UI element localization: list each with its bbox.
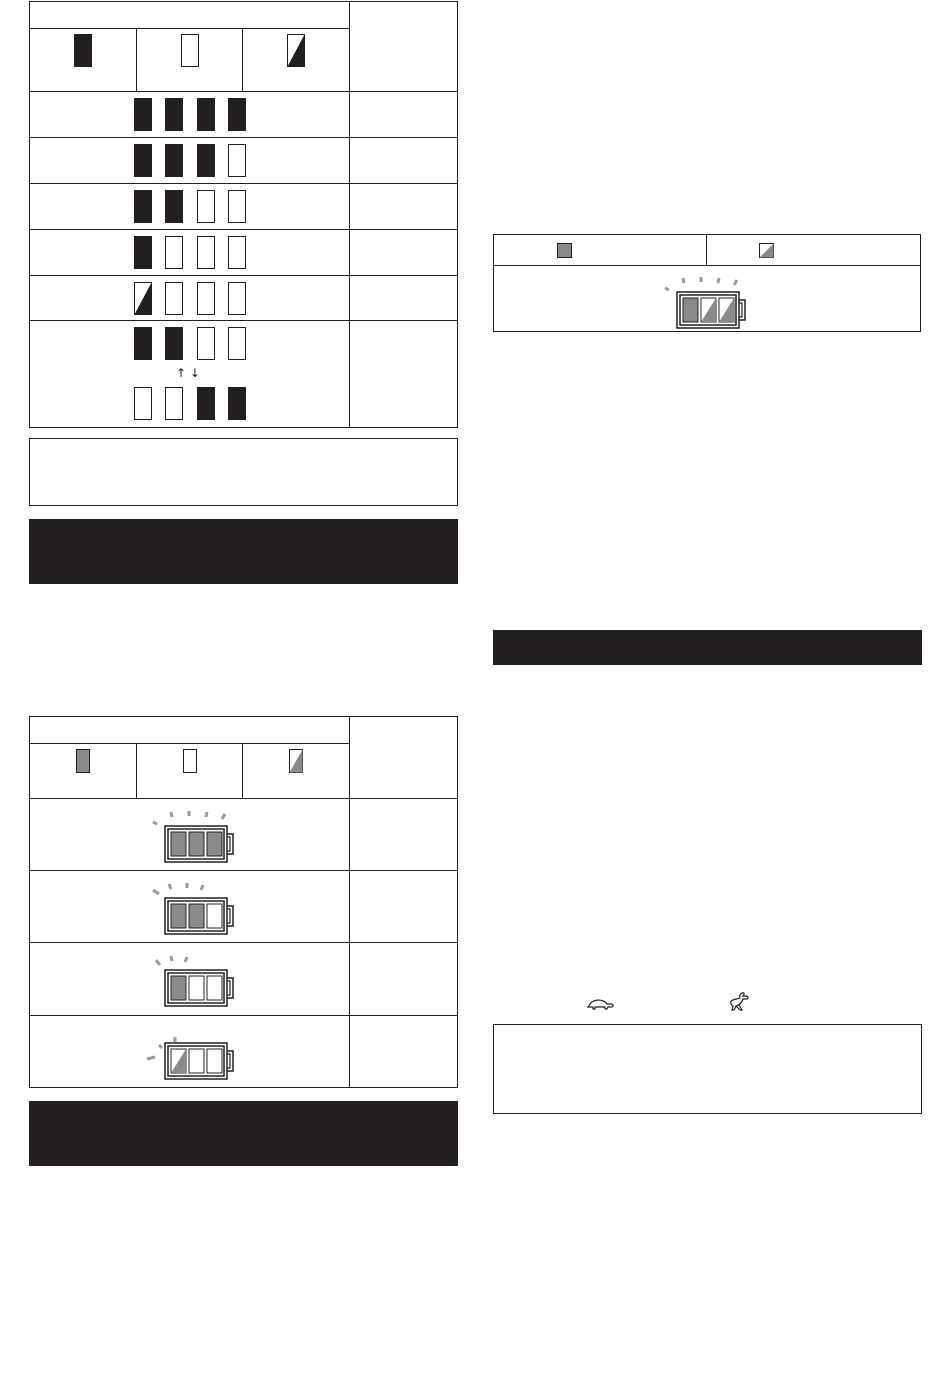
light-ray [153, 822, 157, 824]
lamp-off-icon [228, 190, 246, 223]
rabbit-icon [728, 991, 750, 1013]
light-ray [171, 812, 172, 817]
battery-segment [189, 832, 204, 856]
lamp-lit-icon [228, 387, 246, 420]
table-divider [29, 183, 457, 184]
table-divider [29, 942, 457, 943]
lamp-off-icon [165, 387, 183, 420]
battery-segment [189, 976, 204, 1000]
battery-segment [207, 832, 222, 856]
lamp-blinking-legend-icon [287, 34, 305, 67]
segment-blinking-legend-icon [289, 749, 303, 773]
light-ray [185, 957, 187, 962]
table-divider [29, 743, 349, 744]
lamp-off-icon [165, 236, 183, 269]
table-divider [29, 28, 349, 29]
segment-off-legend-icon [183, 749, 197, 773]
battery-segment [207, 904, 222, 928]
light-ray [156, 960, 160, 965]
lamp-off-icon [134, 387, 152, 420]
table-divider [136, 743, 137, 798]
lamp-lit-icon [165, 327, 183, 360]
table-divider [706, 234, 707, 265]
light-ray [153, 890, 159, 894]
lamp-off-icon [228, 144, 246, 177]
lamp-lit-icon [134, 190, 152, 223]
battery-segment [171, 832, 186, 856]
table-divider [242, 28, 243, 91]
section-heading-bar [29, 1101, 458, 1166]
lamp-off-legend-icon [181, 34, 199, 67]
lamp-off-icon [197, 190, 215, 223]
lamp-blink-icon [134, 282, 152, 315]
battery-segment [171, 976, 186, 1000]
segment-blinking-legend-icon [759, 243, 774, 258]
battery-indicator-icon [145, 948, 241, 1010]
light-ray [201, 885, 203, 890]
light-ray [159, 1045, 162, 1048]
battery-segment [171, 904, 186, 928]
light-ray [206, 812, 207, 817]
battery-segment [207, 976, 222, 1000]
lamp-lit-icon [134, 236, 152, 269]
lamp-lit-icon [134, 98, 152, 131]
indicator-status-table [29, 716, 458, 1088]
battery-indicator-icon [657, 270, 753, 332]
lamp-off-icon [228, 236, 246, 269]
lamp-off-icon [197, 236, 215, 269]
lamp-lit-legend-icon [74, 34, 92, 67]
table-divider [493, 265, 920, 266]
lamp-lit-icon [228, 98, 246, 131]
light-ray [171, 956, 172, 961]
lamp-off-icon [197, 282, 215, 315]
section-heading-bar [493, 630, 922, 665]
table-divider [29, 275, 457, 276]
lamp-off-icon [165, 282, 183, 315]
light-ray [665, 288, 669, 290]
light-ray [147, 1057, 155, 1059]
light-ray [222, 814, 225, 819]
segment-lit-legend-icon [76, 749, 90, 773]
segment-lit-legend-icon [557, 243, 572, 258]
table-divider [349, 716, 350, 1087]
table-divider [29, 91, 457, 92]
table-divider [242, 743, 243, 798]
note-box [29, 438, 458, 506]
lamp-lit-icon [165, 190, 183, 223]
lamp-lit-icon [134, 144, 152, 177]
table-divider [29, 870, 457, 871]
lamp-lit-icon [197, 387, 215, 420]
lamp-lit-icon [165, 98, 183, 131]
lamp-lit-icon [197, 98, 215, 131]
table-divider [29, 798, 457, 799]
battery-segment [683, 298, 698, 322]
note-box [493, 1024, 922, 1114]
lamp-lit-icon [197, 144, 215, 177]
table-divider [29, 1015, 457, 1016]
table-divider [29, 137, 457, 138]
lamp-off-icon [228, 282, 246, 315]
light-ray [683, 278, 684, 283]
lamp-lit-icon [134, 327, 152, 360]
light-ray [169, 884, 171, 889]
section-heading-bar [29, 519, 458, 584]
lamp-off-icon [228, 327, 246, 360]
blink-alternate-arrows: ↑ ↓ [176, 366, 200, 380]
light-ray [718, 278, 719, 283]
table-divider [136, 28, 137, 91]
lamp-lit-icon [165, 144, 183, 177]
table-divider [349, 1, 350, 427]
light-ray [734, 280, 737, 285]
battery-segment [189, 904, 204, 928]
battery-indicator-icon [145, 876, 241, 938]
table-divider [29, 320, 457, 321]
battery-indicator-icon [145, 1021, 241, 1083]
battery-segment [189, 1049, 204, 1073]
turtle-icon [585, 996, 615, 1012]
table-divider [29, 229, 457, 230]
battery-indicator-icon [145, 804, 241, 866]
lamp-off-icon [197, 327, 215, 360]
battery-segment [207, 1049, 222, 1073]
